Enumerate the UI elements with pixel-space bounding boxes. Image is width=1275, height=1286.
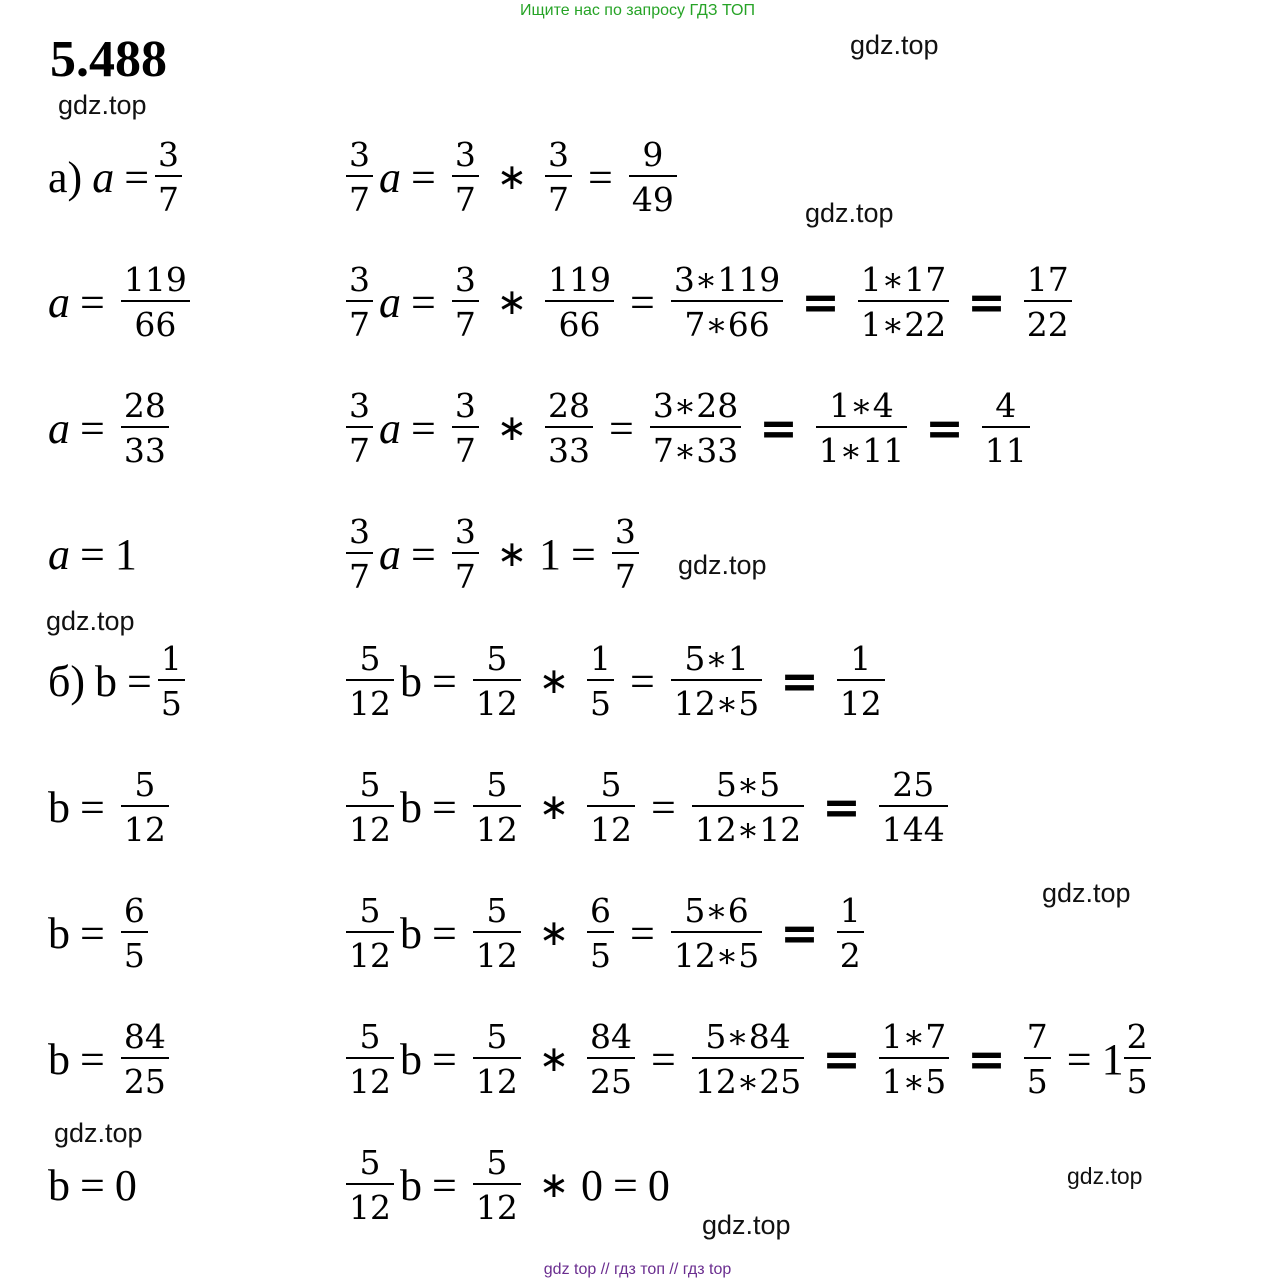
problem-number: 5.488 [50, 31, 167, 88]
given-b2: b = $\frac{5}{12}$ [48, 762, 175, 852]
watermark: gdz.top [805, 198, 894, 228]
calc-b3: $\frac{5}{12}$ b = $\frac{5}{12}$ ∗ $\frac{6}{5}$ = $\frac{5∗6}{12∗5}$ = $\frac{1}{2}$ [340, 888, 870, 978]
given-a1: а) a = $\frac{3}{7}$ [48, 132, 188, 222]
given-a4: a = 1 [48, 529, 137, 579]
watermark: gdz.top [1042, 878, 1131, 908]
watermark: gdz.top [850, 30, 939, 60]
calc-b1: $\frac{5}{12}$ b = $\frac{5}{12}$ ∗ $\frac{1}{5}$ = $\frac{5∗1}{12∗5}$ = $\frac{1}{12}$ [340, 636, 891, 726]
watermark: gdz.top [678, 550, 767, 580]
calc-a3: $\frac{3}{7}$ a = $\frac{3}{7}$ ∗ $\frac{28}{33}$ = $\frac{3∗28}{7∗33}$ = $\frac{1∗4}{1∗11}$ = $\frac{4}{11}$ [340, 383, 1036, 473]
given-b5: b = 0 [48, 1160, 137, 1210]
watermark: gdz.top [702, 1210, 791, 1240]
calc-b4: $\frac{5}{12}$ b = $\frac{5}{12}$ ∗ $\frac{84}{25}$ = $\frac{5∗84}{12∗25}$ = $\frac{1∗7}{1∗5}$ = $\frac{7}{5}$ = 1 $\frac{2}{5}$ [340, 1014, 1157, 1104]
watermark: gdz.top [58, 90, 147, 120]
watermark: gdz.top [54, 1118, 143, 1148]
given-b4: b = $\frac{84}{25}$ [48, 1014, 175, 1104]
calc-a1: $\frac{3}{7}$ a = $\frac{3}{7}$ ∗ $\frac{3}{7}$ = $\frac{9}{49}$ [340, 132, 683, 222]
calc-a4: $\frac{3}{7}$ a = $\frac{3}{7}$ ∗ 1 = $\frac{3}{7}$ [340, 509, 645, 599]
given-b1: б) b = $\frac{1}{5}$ [48, 636, 191, 726]
footer-links: gdz top // гдз топ // гдз top [543, 1261, 732, 1278]
calc-b5: $\frac{5}{12}$ b = $\frac{5}{12}$ ∗ 0 = 0 [340, 1140, 670, 1230]
calc-b2: $\frac{5}{12}$ b = $\frac{5}{12}$ ∗ $\frac{5}{12}$ = $\frac{5∗5}{12∗12}$ = $\frac{25}{144}$ [340, 762, 954, 852]
given-b3: b = $\frac{6}{5}$ [48, 888, 154, 978]
watermark: gdz.top [46, 606, 135, 636]
given-a3: a = $\frac{28}{33}$ [48, 383, 175, 473]
calc-a2: $\frac{3}{7}$ a = $\frac{3}{7}$ ∗ $\frac{119}{66}$ = $\frac{3∗119}{7∗66}$ = $\frac{1∗17}{1∗22}$ = $\frac{17}{22}$ [340, 257, 1078, 347]
watermark: gdz.top [1067, 1163, 1143, 1189]
search-hint: Ищите нас по запросу ГДЗ ТОП [520, 2, 755, 19]
given-a2: a = $\frac{119}{66}$ [48, 257, 196, 347]
